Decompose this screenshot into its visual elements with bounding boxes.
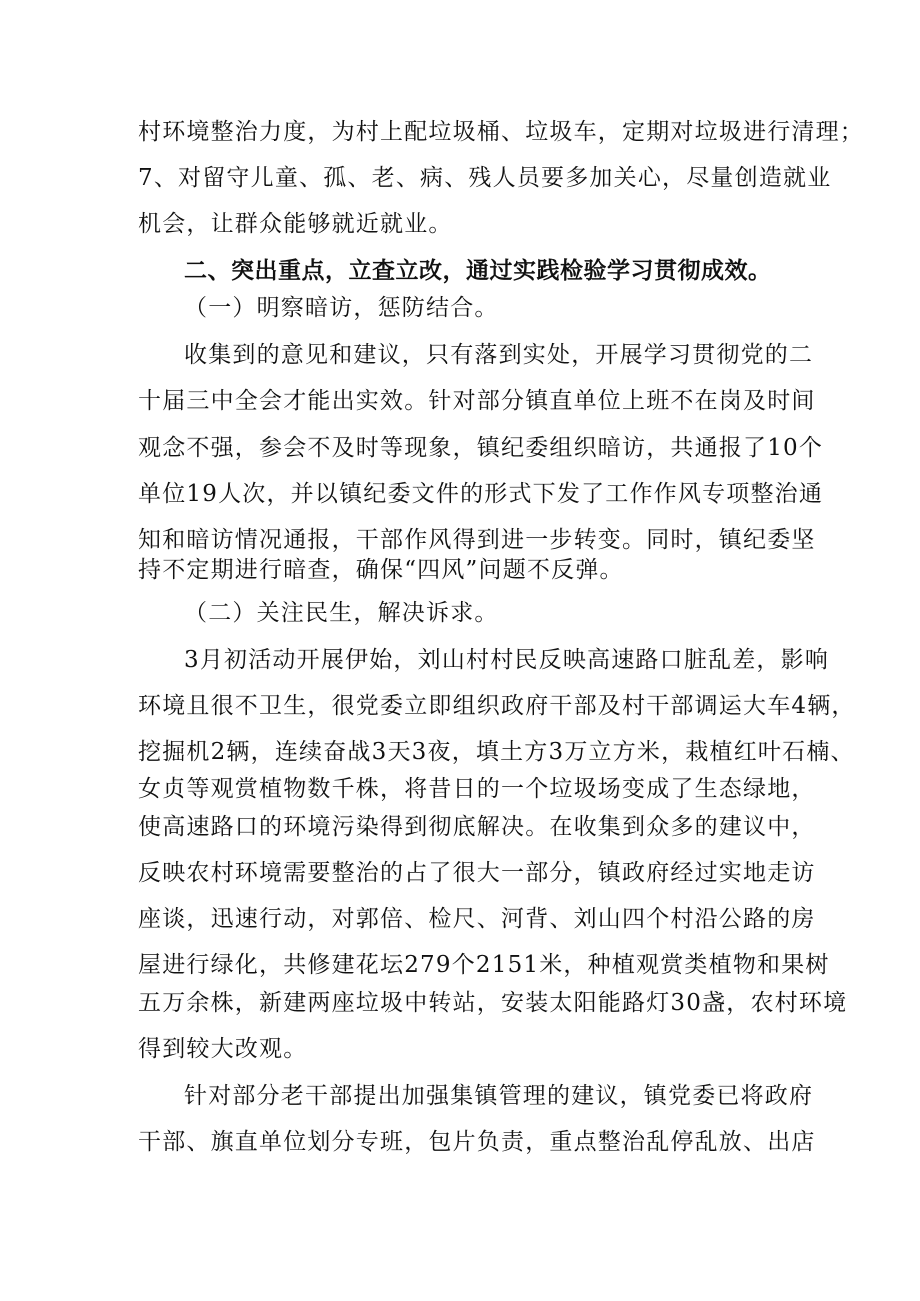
paragraph-line-23: 针对部分老干部提出加强集镇管理的建议，镇党委已将政府 [184, 1083, 814, 1109]
paragraph-line-21: 五万余株，新建两座垃圾中转站，安装太阳能路灯30盏，农村环境 [138, 990, 848, 1016]
paragraph-line-22: 得到较大改观。 [138, 1036, 308, 1062]
subsection-heading-1: （一）明察暗访，惩防结合。 [184, 295, 499, 321]
paragraph-line-6: 收集到的意见和建议，只有落到实处，开展学习贯彻党的二 [184, 342, 814, 368]
paragraph-line-13: 3月初活动开展伊始，刘山村村民反映高速路口脏乱差，影响 [184, 647, 830, 673]
paragraph-line-8: 观念不强，参会不及时等现象，镇纪委组织暗访，共通报了10个 [138, 435, 824, 461]
paragraph-line-10: 知和暗访情况通报，干部作风得到进一步转变。同时，镇纪委坚 [138, 527, 816, 553]
paragraph-line-24: 干部、旗直单位划分专班，包片负责，重点整治乱停乱放、出店 [138, 1129, 816, 1155]
paragraph-line-14: 环境且很不卫生，很党委立即组织政府干部及村干部调运大车4辆， [138, 693, 856, 719]
paragraph-line-15: 挖掘机2辆，连续奋战3天3夜，填土方3万立方米，栽植红叶石楠、 [138, 739, 855, 765]
paragraph-line-17: 使高速路口的环境污染得到彻底解决。在收集到众多的建议中， [138, 814, 816, 840]
section-heading: 二、突出重点，立查立改，通过实践检验学习贯彻成效。 [184, 258, 772, 284]
paragraph-line-2: 7、对留守儿童、孤、老、病、残人员要多加关心，尽量创造就业 [138, 165, 832, 191]
paragraph-line-1: 村环境整治力度，为村上配垃圾桶、垃圾车，定期对垃圾进行清理； [138, 119, 864, 145]
paragraph-line-20: 屋进行绿化，共修建花坛279个2151米，种植观赏类植物和果树 [138, 952, 830, 978]
subsection-heading-2: （二）关注民生，解决诉求。 [184, 600, 499, 626]
paragraph-line-18: 反映农村环境需要整治的占了很大一部分，镇政府经过实地走访 [138, 860, 816, 886]
paragraph-line-9: 单位19人次，并以镇纪委文件的形式下发了工作作风专项整治通 [138, 481, 824, 507]
paragraph-line-19: 座谈，迅速行动，对郭倍、检尺、河背、刘山四个村沿公路的房 [138, 906, 816, 932]
paragraph-line-16: 女贞等观赏植物数千株，将昔日的一个垃圾场变成了生态绿地， [138, 776, 816, 802]
paragraph-line-3: 机会，让群众能够就近就业。 [138, 211, 453, 237]
paragraph-line-7: 十届三中全会才能出实效。针对部分镇直单位上班不在岗及时间 [138, 388, 816, 414]
paragraph-line-11: 持不定期进行暗查，确保“四风”问题不反弹。 [138, 557, 624, 583]
